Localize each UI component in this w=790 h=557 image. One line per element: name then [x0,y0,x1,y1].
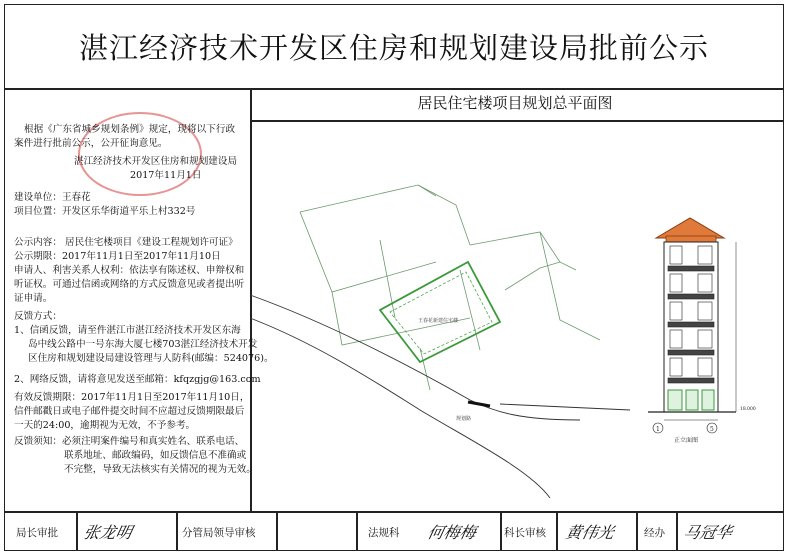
notes-line-2: 联系地址、邮政编码，如反馈信息不准确或 [64,450,247,461]
building-label: 王春花新建住宅楼 [418,318,459,324]
director-signature: 张龙明 [81,523,134,542]
section-chief-signature: 黄伟光 [563,523,616,542]
height-label: 18.000 [740,407,756,412]
footer-col-1 [76,511,78,551]
footer-col-5 [500,511,502,551]
elevation-label: 正立面图 [674,437,699,444]
axis-label-5: 5 [710,426,714,433]
plan-context-lines [300,185,600,390]
valid-line-2: 信件邮戳日或电子邮件提交时间不应超过反馈期限最后 [14,406,245,417]
legal-signature: 何梅梅 [425,523,478,542]
handler-signature: 马冠华 [681,523,734,542]
deputy-label: 分管局领导审核 [182,527,256,539]
footer-col-2 [176,511,178,551]
director-label: 局长审批 [16,527,58,539]
notice-title: 湛江经济技术开发区住房和规划建设局批前公示 [78,30,709,65]
road-marker [468,402,490,406]
rights-line-2: 听证权。可通过信函或网络的方式反馈意见或者提出听 [14,279,245,290]
road-label: 规划路 [456,416,472,422]
feedback-title: 反馈方式： [14,311,62,322]
rights-line-1: 申请人、利害关系人权利：依法享有陈述权、申辩权和 [14,265,245,276]
handler-label: 经办 [644,527,665,539]
legal-label: 法规科 [368,527,400,539]
plan-title: 居民住宅楼项目规划总平面图 [417,94,613,112]
notice-period: 公示期限：2017年11月1日至2017年11月10日 [14,251,221,262]
footer-col-6 [556,511,558,551]
roof [656,218,724,238]
mail-line-3: 区住房和规划建设局建设管理与人防科(邮编：524076)。 [28,353,274,364]
footer-col-7 [636,511,638,551]
notes-line-3: 不完整，导致无法核实有关情况的视为无效。 [64,464,256,475]
intro-line-1: 根据《广东省城乡规划条例》规定，现将以下行政 [24,124,236,135]
notes-line-1: 反馈须知：必须注明案件编号和真实姓名、联系电话、 [14,436,245,447]
net-feedback: 2、网络反馈，请将意见发送至邮箱：kfqzgjg@163.com [14,374,261,385]
notice-content: 公示内容： 居民住宅楼项目《建设工程规划许可证》 [14,237,238,248]
footer-col-8 [676,511,678,551]
mail-line-2: 岛中线公路中一号东海大厦七楼703湛江经济技术开发 [28,339,258,350]
rights-line-3: 证申请。 [14,293,53,304]
notice-date: 2017年11月1日 [130,170,202,181]
valid-line-3: 一天的24:00，逾期视为无效，不予参考。 [14,420,196,431]
building-footprint [380,262,500,362]
building-elevation [648,218,756,444]
valid-line-1: 有效反馈期限：2017年11月1日至2017年11月10日， [14,392,250,403]
mail-line-1: 1、信函反馈，请至件湛江市湛江经济技术开发区东海 [14,325,241,336]
road-lines [250,295,630,498]
axis-label-1: 1 [656,426,660,433]
section-chief-label: 科长审核 [504,527,546,539]
footer-col-3 [276,511,278,551]
project-location: 项目位置：开发区乐华街道平乐上村332号 [14,206,196,217]
agency-name: 湛江经济技术开发区住房和规划建设局 [74,156,238,167]
footer-col-4 [356,511,358,551]
applicant: 建设单位：王春花 [14,192,91,203]
intro-line-2: 案件进行批前公示，公开征询意见。 [14,138,168,149]
